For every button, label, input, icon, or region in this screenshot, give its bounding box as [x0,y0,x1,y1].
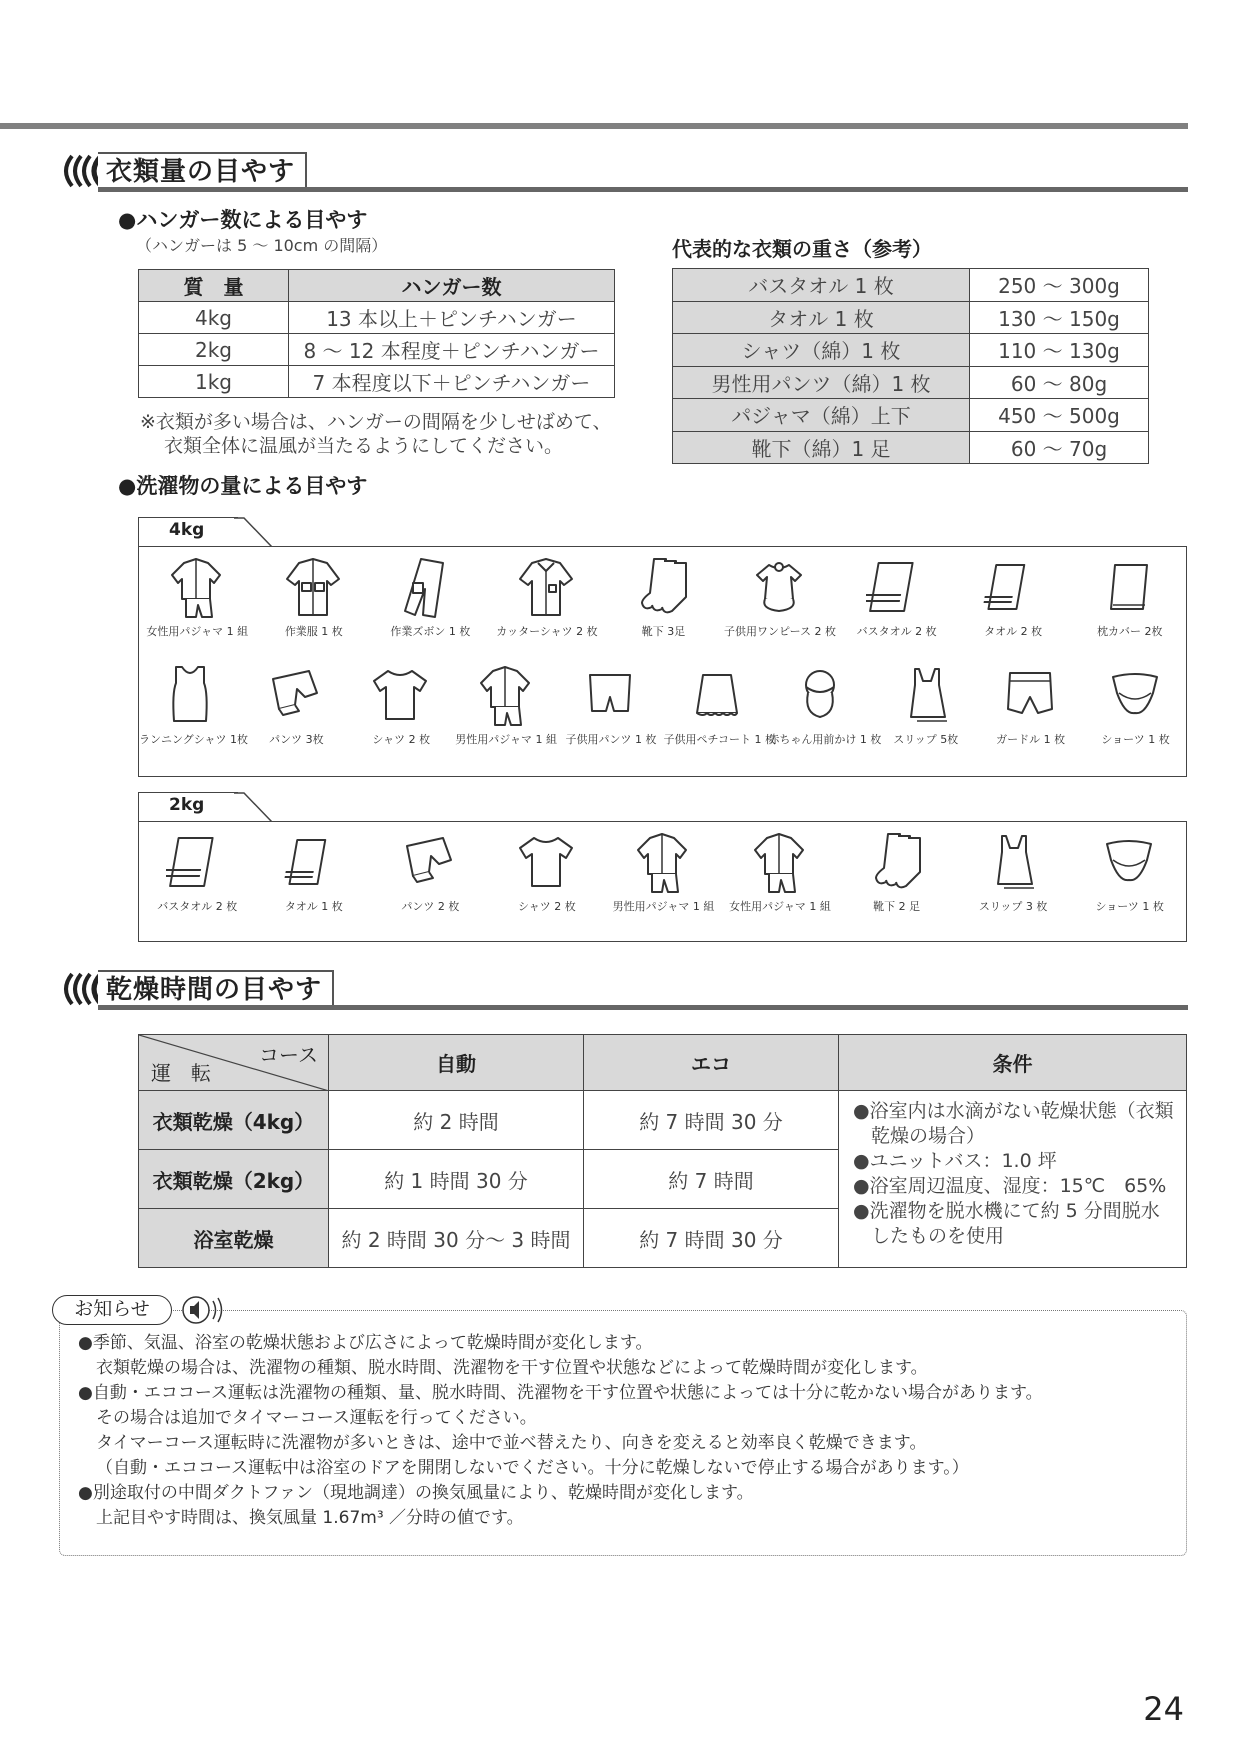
laundry-item-label: パンツ 2 枚 [401,900,460,913]
corner-operation: 運 転 [151,1061,211,1085]
laundry-item [955,555,1072,639]
condition-item: ●浴室周辺温度、湿度：15℃ 65% [853,1175,1167,1197]
tab-2kg [138,792,298,822]
laundry-item [454,663,559,747]
table-row [673,269,1149,302]
laundry-item-label: 枕カバー 2枚 [1096,625,1163,638]
row-header: 浴室乾燥 [139,1209,329,1268]
pants-icon [265,663,327,729]
table-row [673,334,1149,367]
laundry-item-label: 子供用ペチコート 1 枚 [663,733,777,746]
notice-line: 衣類乾燥の場合は、洗濯物の種類、脱水時間、洗濯物を干す位置や状態などによって乾燥時間が変化します。 [96,1358,928,1378]
hanger-asterisk-line1: ※衣類が多い場合は、ハンガーの間隔を少しせばめて、 [140,411,612,433]
girdle-icon [1000,663,1062,729]
hanger-heading: ●ハンガー数による目やす [118,208,368,232]
shorts-icon [1105,663,1167,729]
shirt-icon [516,555,578,621]
laundry-item [838,830,955,914]
cell: 60 〜 70g [970,431,1149,464]
laundry-item [244,663,349,747]
tab-4kg [138,517,298,547]
laundry-item [722,555,839,639]
laundry-item [372,555,489,639]
row-4kg-b [139,663,1188,773]
laundry-item-label: バスタオル 2 枚 [856,625,937,638]
pillowcase-icon [1099,555,1161,621]
cell: タオル 1 枚 [673,301,970,334]
tab-label: 2kg [138,792,238,822]
notice-line: タイマーコース運転時に洗濯物が多いときは、途中で並べ替えたり、向きを変えると効率良く乾燥できます。 [96,1433,927,1453]
cell: 約 2 時間 30 分〜 3 時間 [329,1209,584,1268]
panel-2kg [138,821,1187,942]
work-pants-icon [399,555,461,621]
laundry-item-label: スリップ 5枚 [893,733,959,746]
laundry-heading: ●洗濯物の量による目やす [118,474,368,498]
table-row [673,431,1149,464]
notice-line: （自動・エココース運転中は浴室のドアを開閉しないでください。十分に乾燥しないで停止する場合があります。） [96,1458,969,1478]
laundry-item [955,830,1072,914]
laundry-item-label: 子供用ワンピース 2 枚 [724,625,837,638]
laundry-item [349,663,454,747]
cell: 250 〜 300g [970,269,1149,302]
laundry-item-label: タオル 2 枚 [984,625,1043,638]
tshirt-icon [370,663,432,729]
page-number: 24 [1143,1690,1184,1728]
laundry-item [256,830,373,914]
notice-line: ●別途取付の中間ダクトファン（現地調達）の換気風量により、乾燥時間が変化します。 [78,1483,754,1503]
col-header-eco: エコ [584,1035,839,1091]
cell: 2kg [139,334,289,366]
hanger-note: （ハンガーは 5 〜 10cm の間隔） [136,236,388,255]
laundry-item [372,830,489,914]
pajama-icon [475,663,537,729]
laundry-item-label: 作業服 1 枚 [284,625,343,638]
cell: バスタオル 1 枚 [673,269,970,302]
kids-pants-icon [580,663,642,729]
row-2kg [139,830,1188,940]
cell: 約 7 時間 30 分 [584,1209,839,1268]
notice-line: 上記目やす時間は、換気風量 1.67m³ ／分時の値です。 [96,1508,524,1528]
table-row [673,366,1149,399]
weights-table [672,268,1149,464]
pajama-icon [632,830,694,896]
section-header-drying-time [58,970,1188,1010]
row-header: 衣類乾燥（2kg） [139,1150,329,1209]
tab-slant-icon [234,792,274,822]
laundry-item-label: 靴下 3足 [641,625,686,638]
notice-line: ●自動・エココース運転は洗濯物の種類、量、脱水時間、洗濯物を干す位置や状態によっては十分に乾かない場合があります。 [78,1383,1043,1403]
top-rule [0,123,1188,129]
dress-icon [749,555,811,621]
cell: 13 本以上＋ピンチハンガー [289,302,615,334]
cell: 靴下（綿）1 足 [673,431,970,464]
hanger-table [138,269,615,398]
laundry-item-label: ショーツ 1 枚 [1101,733,1170,746]
laundry-item [139,555,256,639]
table-row [139,302,615,334]
laundry-item-label: ショーツ 1 枚 [1095,900,1164,913]
conditions-cell [839,1091,1187,1268]
section-title: 衣類量の目やす [106,157,296,187]
laundry-item [873,663,978,747]
cell: 60 〜 80g [970,366,1149,399]
section-header-clothing-amount [58,152,1188,192]
laundry-item [722,830,839,914]
laundry-item [1083,663,1188,747]
pajama-icon [749,830,811,896]
col-header-auto: 自動 [329,1035,584,1091]
cell: 450 〜 500g [970,399,1149,432]
table-row [673,399,1149,432]
laundry-item-label: 女性用パジャマ 1 組 [729,900,831,913]
corner-course: コース [259,1043,318,1067]
laundry-item-label: パンツ 3枚 [269,733,324,746]
hanger-asterisk-line2: 衣類全体に温風が当たるようにしてください。 [164,435,564,457]
laundry-item [605,830,722,914]
table-row [139,366,615,398]
laundry-item-label: ランニングシャツ 1枚 [139,733,249,746]
laundry-item-label: ガードル 1 枚 [996,733,1066,746]
slip-icon [895,663,957,729]
table-row [139,1091,1187,1150]
table-row [139,334,615,366]
laundry-item [605,555,722,639]
socks-icon [632,555,694,621]
laundry-item-label: シャツ 2 枚 [372,733,431,746]
cell: 7 本程度以下＋ピンチハンガー [289,366,615,398]
laundry-item-label: シャツ 2 枚 [518,900,576,913]
cell: 男性用パンツ（綿）1 枚 [673,366,970,399]
towel-icon [982,555,1044,621]
laundry-item-label: タオル 1 枚 [284,900,343,913]
laundry-item [559,663,664,747]
bib-icon [790,663,852,729]
laundry-item [489,555,606,639]
cell: 約 7 時間 30 分 [584,1091,839,1150]
bath-towel-icon [166,830,228,896]
laundry-item [139,830,256,914]
drying-table [138,1034,1187,1268]
condition-item: ●洗濯物を脱水機にて約 5 分間脱水したものを使用 [853,1200,1160,1247]
pants-icon [399,830,461,896]
condition-item: ●浴室内は水滴がない乾燥状態（衣類乾燥の場合） [853,1100,1174,1147]
laundry-item-label: 赤ちゃん用前かけ 1 枚 [768,733,882,746]
cell: 8 〜 12 本程度＋ピンチハンガー [289,334,615,366]
speaker-icon [180,1293,230,1327]
laundry-item-label: 靴下 2 足 [873,900,921,913]
cell: 約 1 時間 30 分 [329,1150,584,1209]
cell: 110 〜 130g [970,334,1149,367]
towel-icon [283,830,345,896]
weights-heading: 代表的な衣類の重さ（参考） [672,237,932,261]
laundry-item-label: 女性用パジャマ 1 組 [146,625,249,638]
laundry-item [663,663,777,747]
cell: パジャマ（綿）上下 [673,399,970,432]
laundry-item [139,663,249,747]
col-header-hangers: ハンガー数 [289,270,615,302]
row-header: 衣類乾燥（4kg） [139,1091,329,1150]
laundry-item [978,663,1083,747]
laundry-item-label: 子供用パンツ 1 枚 [565,733,657,746]
laundry-item [489,830,606,914]
section-title: 乾燥時間の目やす [106,975,323,1005]
laundry-item-label: カッターシャツ 2 枚 [496,625,598,638]
laundry-item-label: 男性用パジャマ 1 組 [612,900,715,913]
laundry-item-label: 男性用パジャマ 1 組 [455,733,558,746]
table-row [673,301,1149,334]
notice-line: その場合は追加でタイマーコース運転を行ってください。 [96,1408,537,1428]
col-header-weight: 質 量 [139,270,289,302]
cell: シャツ（綿）1 枚 [673,334,970,367]
laundry-item [1071,555,1188,639]
corner-header [139,1035,329,1091]
work-shirt-icon [283,555,345,621]
slip-icon [982,830,1044,896]
bath-towel-icon [866,555,928,621]
laundry-item-label: スリップ 3 枚 [978,900,1048,913]
pajama-icon [166,555,228,621]
socks-icon [866,830,928,896]
laundry-item-label: 作業ズボン 1 枚 [390,625,471,638]
notice-label: お知らせ [52,1295,172,1325]
petticoat-icon [685,663,747,729]
condition-item: ●ユニットバス：1.0 坪 [853,1150,1057,1172]
notice-body [78,1331,1043,1531]
tab-slant-icon [234,517,274,547]
cell: 約 2 時間 [329,1091,584,1150]
laundry-item [256,555,373,639]
cell: 1kg [139,366,289,398]
laundry-item-label: バスタオル 2 枚 [157,900,238,913]
tshirt-icon [516,830,578,896]
notice-line: ●季節、気温、浴室の乾燥状態および広さによって乾燥時間が変化します。 [78,1333,653,1353]
laundry-item [768,663,882,747]
col-header-conditions: 条件 [839,1035,1187,1091]
panel-4kg [138,546,1187,777]
shorts-icon [1099,830,1161,896]
tanktop-icon [160,663,222,729]
laundry-item [838,555,955,639]
cell: 130 〜 150g [970,301,1149,334]
row-4kg-a [139,555,1188,665]
laundry-item [1071,830,1188,914]
cell: 約 7 時間 [584,1150,839,1209]
tab-label: 4kg [138,517,238,547]
cell: 4kg [139,302,289,334]
